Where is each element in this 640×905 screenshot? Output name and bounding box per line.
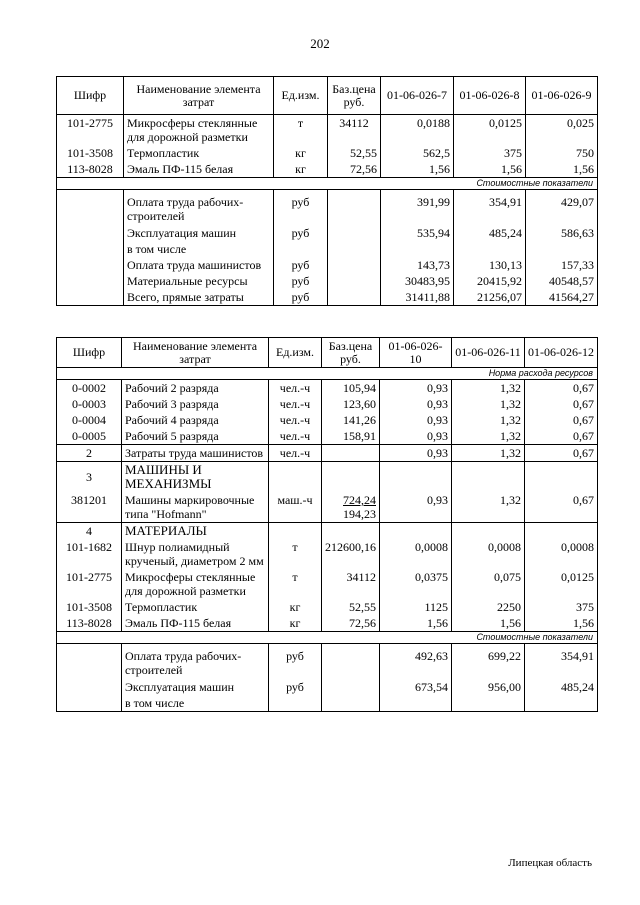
cell-price: 52,55 xyxy=(328,145,381,161)
cell-price: 105,94 xyxy=(322,380,380,397)
cost-value: 40548,57 xyxy=(526,273,598,289)
section-label-row xyxy=(57,368,598,380)
table-header-row xyxy=(57,77,598,115)
cost-row xyxy=(57,257,598,273)
table-row xyxy=(57,396,598,412)
cell-price: 123,60 xyxy=(322,396,380,412)
cell-code: 113-8028 xyxy=(57,615,122,632)
table-row xyxy=(57,615,598,632)
section-heading: МАШИНЫ И МЕХАНИЗМЫ xyxy=(122,462,269,493)
cell-unit: чел.-ч xyxy=(269,396,322,412)
cell-value: 1,56 xyxy=(381,161,454,178)
table-row xyxy=(57,145,598,161)
price-primary: 724,24 xyxy=(343,493,376,507)
resource-table-1 xyxy=(56,76,598,306)
cell-unit: кг xyxy=(269,599,322,615)
cost-name: в том числе xyxy=(124,241,274,257)
cell-unit: кг xyxy=(269,615,322,632)
cost-row xyxy=(57,695,598,712)
cost-unit: руб xyxy=(274,273,328,289)
cell-value: 1,56 xyxy=(454,161,526,178)
cell-unit: маш.-ч xyxy=(269,492,322,523)
table-row xyxy=(57,115,598,146)
cost-value: 143,73 xyxy=(381,257,454,273)
cell-value: 0,93 xyxy=(380,396,452,412)
header-base-price: Баз.цена руб. xyxy=(322,338,380,368)
cell-price: 72,56 xyxy=(328,161,381,178)
cost-value: 21256,07 xyxy=(454,289,526,306)
cell-value: 1,32 xyxy=(452,396,525,412)
cost-name: Оплата труда машинистов xyxy=(124,257,274,273)
header-unit: Ед.изм. xyxy=(269,338,322,368)
cell-value: 0,075 xyxy=(452,569,525,599)
cell-price: 34112 xyxy=(322,569,380,599)
cell-value: 1,56 xyxy=(526,161,598,178)
cell-value: 1,32 xyxy=(452,445,525,462)
header-code-1: 01-06-026-7 xyxy=(381,77,454,115)
section-label: Стоимостные показатели xyxy=(57,178,598,190)
cell-value: 1,56 xyxy=(452,615,525,632)
cell-price: 52,55 xyxy=(322,599,380,615)
cell-value: 750 xyxy=(526,145,598,161)
cell-name: Эмаль ПФ-115 белая xyxy=(122,615,269,632)
cell-value: 0,67 xyxy=(525,445,598,462)
cell-code: 101-3508 xyxy=(57,145,124,161)
cell-value: 0,025 xyxy=(526,115,598,146)
cell-price: 34112 xyxy=(328,115,381,146)
header-base-price: Баз.цена руб. xyxy=(328,77,381,115)
cell-value: 0,0125 xyxy=(525,569,598,599)
cell-value: 0,67 xyxy=(525,412,598,428)
cost-value: 41564,27 xyxy=(526,289,598,306)
cell-value: 0,0008 xyxy=(452,539,525,569)
cost-value: 20415,92 xyxy=(454,273,526,289)
cell-code: 101-1682 xyxy=(57,539,122,569)
cell-value: 2250 xyxy=(452,599,525,615)
table-header-row xyxy=(57,338,598,368)
cost-name: Эксплуатация машин xyxy=(124,225,274,241)
header-code-2: 01-06-026-11 xyxy=(452,338,525,368)
cell-unit: т xyxy=(269,569,322,599)
table-row xyxy=(57,412,598,428)
cell-value: 1,56 xyxy=(380,615,452,632)
cell-value: 0,0008 xyxy=(380,539,452,569)
cost-name: в том числе xyxy=(122,695,269,712)
cell-name: Эмаль ПФ-115 белая xyxy=(124,161,274,178)
section-label: Норма расхода ресурсов xyxy=(57,368,598,380)
page-number: 202 xyxy=(310,36,330,51)
cell-unit: кг xyxy=(274,145,328,161)
cell-value: 1,32 xyxy=(452,380,525,397)
cost-row xyxy=(57,679,598,695)
cell-value: 0,67 xyxy=(525,396,598,412)
cell-value: 0,67 xyxy=(525,492,598,523)
cell-code: 101-2775 xyxy=(57,569,122,599)
cost-row xyxy=(57,289,598,306)
table-row xyxy=(57,599,598,615)
cell-name: Затраты труда машинистов xyxy=(122,445,269,462)
header-code-3: 01-06-026-12 xyxy=(525,338,598,368)
cost-value: 673,54 xyxy=(380,679,452,695)
cell-unit: кг xyxy=(274,161,328,178)
cost-name: Оплата труда рабочих-строителей xyxy=(124,190,274,226)
price-secondary: 194,23 xyxy=(343,507,376,521)
cell-value: 0,0188 xyxy=(381,115,454,146)
cell-value: 1,32 xyxy=(452,412,525,428)
cell-name: Микросферы стеклянные для дорожной разметки xyxy=(124,115,274,146)
header-name: Наименование элемента затрат xyxy=(124,77,274,115)
section-label-row xyxy=(57,178,598,190)
cost-row xyxy=(57,241,598,257)
cell-code: 0-0005 xyxy=(57,428,122,445)
cost-value: 586,63 xyxy=(526,225,598,241)
cost-row xyxy=(57,273,598,289)
cell-code: 0-0002 xyxy=(57,380,122,397)
table-row xyxy=(57,539,598,569)
cell-value: 0,67 xyxy=(525,380,598,397)
cell-value: 0,93 xyxy=(380,492,452,523)
cell-unit: чел.-ч xyxy=(269,380,322,397)
header-code-2: 01-06-026-8 xyxy=(454,77,526,115)
cell-unit: чел.-ч xyxy=(269,412,322,428)
cell-value: 1,32 xyxy=(452,428,525,445)
cost-unit: руб xyxy=(274,225,328,241)
cost-name: Материальные ресурсы xyxy=(124,273,274,289)
cost-row xyxy=(57,190,598,226)
cost-value: 699,22 xyxy=(452,644,525,680)
cell-value: 0,93 xyxy=(380,428,452,445)
cell-name: Рабочий 3 разряда xyxy=(122,396,269,412)
cell-name: Машины маркировочные типа "Hofmann" xyxy=(122,492,269,523)
cell-unit: т xyxy=(274,115,328,146)
header-cipher: Шифр xyxy=(57,77,124,115)
cost-value: 130,13 xyxy=(454,257,526,273)
cell-code: 381201 xyxy=(57,492,122,523)
resource-table-2 xyxy=(56,337,598,712)
cost-row xyxy=(57,225,598,241)
table-row xyxy=(57,380,598,397)
cell-value: 0,0008 xyxy=(525,539,598,569)
cost-value: 485,24 xyxy=(525,679,598,695)
section-heading-row xyxy=(57,523,598,540)
header-code-3: 01-06-026-9 xyxy=(526,77,598,115)
table-row xyxy=(57,492,598,523)
cost-name: Эксплуатация машин xyxy=(122,679,269,695)
cell-name: Шнур полиамидный крученый, диаметром 2 мм xyxy=(122,539,269,569)
cost-unit: руб xyxy=(269,679,322,695)
cell-code: 4 xyxy=(57,523,122,540)
cell-value: 0,67 xyxy=(525,428,598,445)
cost-value: 30483,95 xyxy=(381,273,454,289)
cost-value: 391,99 xyxy=(381,190,454,226)
cell-name: Рабочий 5 разряда xyxy=(122,428,269,445)
cost-value: 485,24 xyxy=(454,225,526,241)
cell-value: 562,5 xyxy=(381,145,454,161)
cost-name: Оплата труда рабочих-строителей xyxy=(122,644,269,680)
cell-code: 2 xyxy=(57,445,122,462)
section-label-row xyxy=(57,632,598,644)
cell-value: 375 xyxy=(454,145,526,161)
cell-unit: чел.-ч xyxy=(269,428,322,445)
cell-code: 113-8028 xyxy=(57,161,124,178)
table-row xyxy=(57,161,598,178)
section-label: Стоимостные показатели xyxy=(57,632,598,644)
cost-value: 354,91 xyxy=(454,190,526,226)
cell-name: Микросферы стеклянные для дорожной разметки xyxy=(122,569,269,599)
cost-unit: руб xyxy=(274,257,328,273)
section-heading: МАТЕРИАЛЫ xyxy=(122,523,269,540)
table-row xyxy=(57,569,598,599)
cost-name: Всего, прямые затраты xyxy=(124,289,274,306)
cell-value: 1,32 xyxy=(452,492,525,523)
cost-unit: руб xyxy=(274,190,328,226)
header-name: Наименование элемента затрат xyxy=(122,338,269,368)
cell-unit: чел.-ч xyxy=(269,445,322,462)
cell-value: 0,0375 xyxy=(380,569,452,599)
cell-code: 101-2775 xyxy=(57,115,124,146)
cell-code: 3 xyxy=(57,462,122,493)
table-row xyxy=(57,428,598,445)
cost-value: 157,33 xyxy=(526,257,598,273)
cell-price: 141,26 xyxy=(322,412,380,428)
cell-value: 0,0125 xyxy=(454,115,526,146)
cost-value: 429,07 xyxy=(526,190,598,226)
table-row xyxy=(57,445,598,462)
cost-value: 354,91 xyxy=(525,644,598,680)
cost-row xyxy=(57,644,598,680)
cost-unit: руб xyxy=(274,289,328,306)
section-heading-row xyxy=(57,462,598,493)
cell-name: Рабочий 4 разряда xyxy=(122,412,269,428)
header-code-1: 01-06-026-10 xyxy=(380,338,452,368)
cell-value: 1125 xyxy=(380,599,452,615)
cell-name: Рабочий 2 разряда xyxy=(122,380,269,397)
cell-code: 101-3508 xyxy=(57,599,122,615)
cost-value: 956,00 xyxy=(452,679,525,695)
cell-price: 72,56 xyxy=(322,615,380,632)
cell-value: 0,93 xyxy=(380,380,452,397)
cell-value: 0,93 xyxy=(380,445,452,462)
cost-value: 31411,88 xyxy=(381,289,454,306)
cost-value: 535,94 xyxy=(381,225,454,241)
cell-value: 0,93 xyxy=(380,412,452,428)
cell-unit: т xyxy=(269,539,322,569)
cell-value: 1,56 xyxy=(525,615,598,632)
cost-unit: руб xyxy=(269,644,322,680)
cell-name: Термопластик xyxy=(122,599,269,615)
region-footer: Липецкая область xyxy=(508,857,592,869)
cell-price: 212600,16 xyxy=(322,539,380,569)
cell-value: 375 xyxy=(525,599,598,615)
header-unit: Ед.изм. xyxy=(274,77,328,115)
cell-name: Термопластик xyxy=(124,145,274,161)
cost-value: 492,63 xyxy=(380,644,452,680)
cell-code: 0-0004 xyxy=(57,412,122,428)
cell-price xyxy=(322,492,380,523)
header-cipher: Шифр xyxy=(57,338,122,368)
cell-price: 158,91 xyxy=(322,428,380,445)
cell-code: 0-0003 xyxy=(57,396,122,412)
